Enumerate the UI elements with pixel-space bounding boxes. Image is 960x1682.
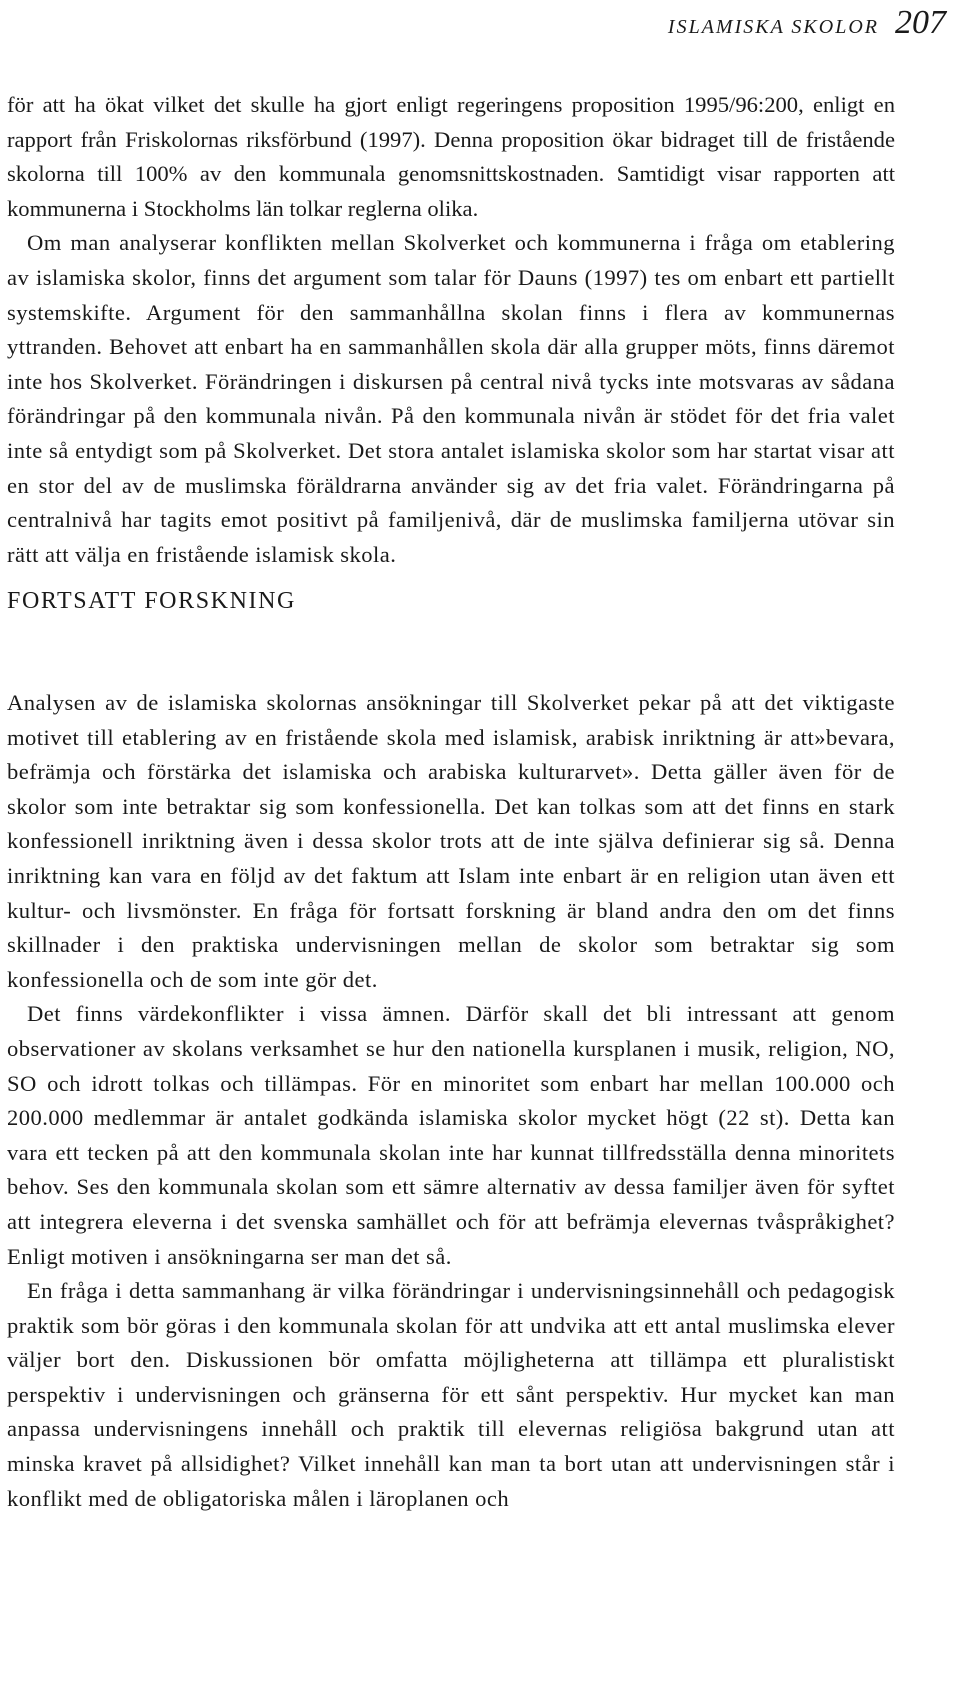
paragraph: Det finns värdekonflikter i vissa ämnen. Därför skall det bli intressant att genom observationer av skolans verksamhet se hur den nationella kursplanen i musik, religion, NO, SO och idrott tolkas och tillämpas. För en minoritet som enbart har mellan 100.000 och 200.000 medlemmar är antalet godkända islamiska skolor mycket högt (22 st). Detta kan vara ett tecken på att den kommunala skolan inte har kunnat tillfredsställa denna minoritets behov. Ses den kommunala skolan som ett sämre alternativ av dessa familjer även för syftet att integrera eleverna i det svenska samhället och för att befrämja elevernas tvåspråkighet? Enligt motiven i ansökningarna ser man det så. xyxy=(7,1001,895,1269)
running-title: ISLAMISKA SKOLOR xyxy=(667,16,879,38)
paragraph: En fråga i detta sammanhang är vilka förändringar i undervisningsinnehåll och pedagogisk praktik som bör göras i den kommunala skolan för att undvika att ett antal muslimska elever väljer bort den. Diskussionen bör omfatta möjligheterna att tillämpa ett pluralistiskt perspektiv i undervisningen och gränserna för ett sånt perspektiv. Hur mycket kan man anpassa undervisningens innehåll och praktik till elevernas religiösa bakgrund utan att minska kravet på allsidighet? Vilket innehåll kan man ta bort utan att undervisningen står i konflikt med de obligatoriska målen i läroplanen och xyxy=(7,1278,895,1511)
paragraph: för att ha ökat vilket det skulle ha gjort enligt regeringens proposition 1995/96:200, enligt en rapport från Friskolornas riksförbund (1997). Denna proposition ökar bidraget till de fristående skolorna till 100% av den kommunala genomsnittskostnaden. Samtidigt visar rapporten att kommunerna i Stockholms län tolkar reglerna olika. xyxy=(7,92,895,221)
section-heading: FORTSATT FORSKNING xyxy=(7,588,296,614)
paragraph: Om man analyserar konflikten mellan Skolverket och kommunerna i fråga om etablering av islamiska skolor, finns det argument som talar för Dauns (1997) tes om enbart ett partiellt systemskifte. Argument för den sammanhållna skolan finns i flera av kommunernas yttranden. Behovet att enbart ha en sammanhållen skola där alla grupper möts, finns däremot inte hos Skolverket. Förändringen i diskursen på central nivå tycks inte motsvaras av sådana förändringar på den kommunala nivån. På den kommunala nivån är stödet för det fria valet inte så entydigt som på Skolverket. Det stora antalet islamiska skolor som har startat visar att en stor del av de muslimska föräldrarna använder sig av det fria valet. Förändringarna på centralnivå har tagits emot positivt på familjenivå, där de muslimska familjerna utövar sin rätt att välja en fristående islamisk skola. xyxy=(7,230,895,567)
section-2-body xyxy=(7,686,895,1516)
section-1-body xyxy=(7,88,895,572)
page-number: 207 xyxy=(895,4,946,41)
running-head xyxy=(668,4,946,42)
paragraph: Analysen av de islamiska skolornas ansökningar till Skolverket pekar på att det viktigaste motivet till etablering av en fristående skola med islamisk, arabisk inriktning är att»bevara, befrämja och förstärka det islamiska och arabiska kulturarvet». Detta gäller även för de skolor som inte betraktar sig som konfessionella. Det kan tolkas som att det finns en stark konfessionell inriktning även i dessa skolor trots att de inte själva definierar sig så. Denna inriktning kan vara en följd av det faktum att Islam inte enbart är en religion utan även ett kultur- och livsmönster. En fråga för fortsatt forskning är bland andra den om det finns skillnader i den praktiska undervisningen mellan de skolor som betraktar sig som konfessionella och de som inte gör det. xyxy=(7,690,895,992)
